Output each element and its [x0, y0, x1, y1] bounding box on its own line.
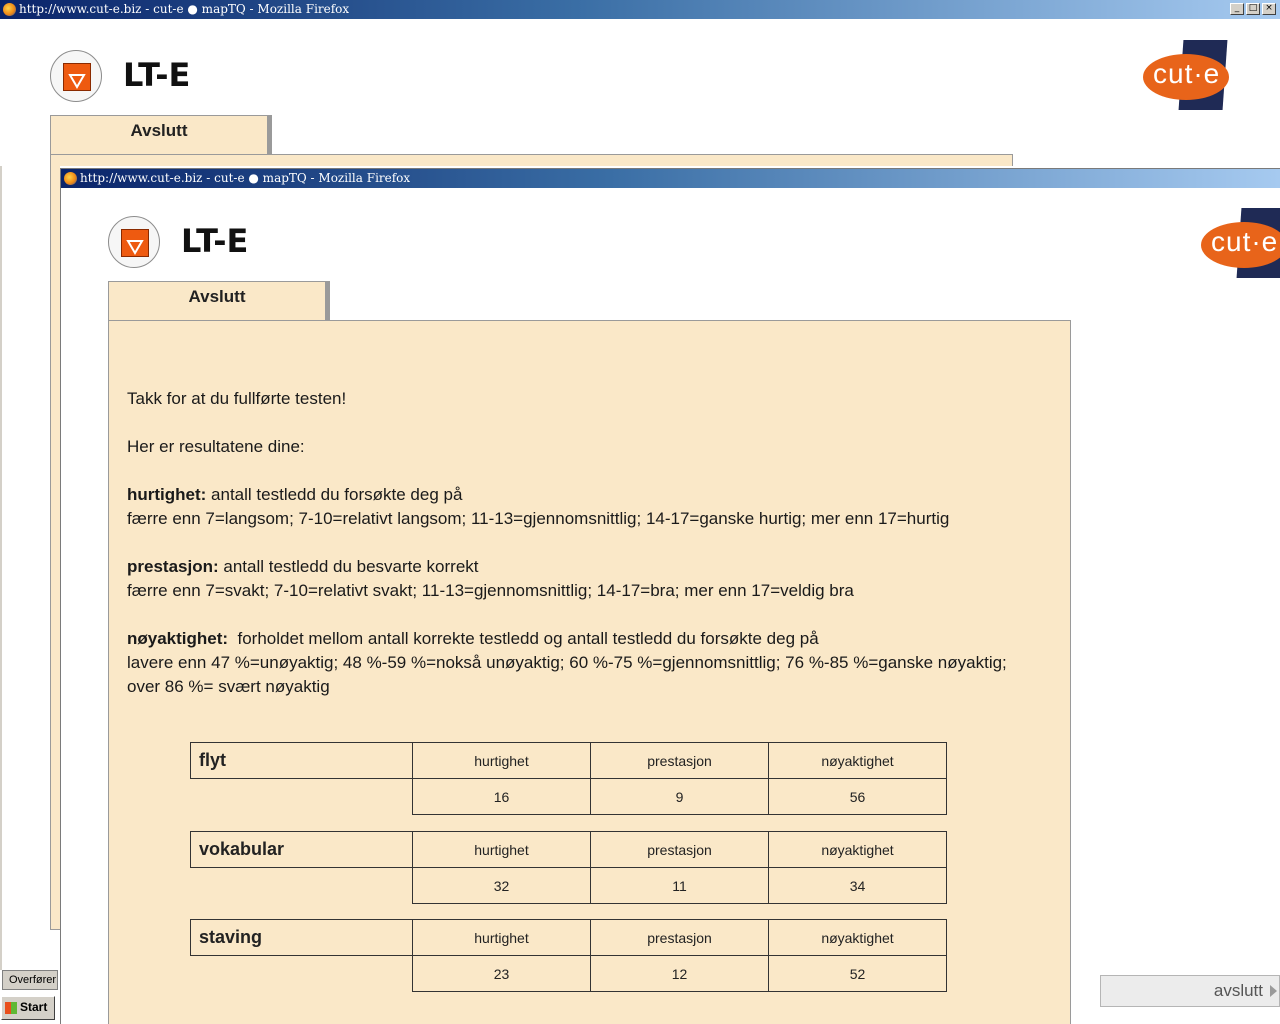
section-name: staving — [191, 920, 413, 956]
foreground-window — [60, 168, 1280, 1024]
definition-term: nøyaktighet: — [127, 629, 229, 648]
avslutt-button[interactable] — [1100, 975, 1280, 1007]
value-cell: 16 — [413, 779, 591, 815]
definition-scale: færre enn 7=langsom; 7-10=relativt langsom; 11-13=gjennomsnittlig; 14-17=ganske hurtig; mer enn 17=hurtig — [127, 509, 950, 528]
section-name: flyt — [191, 743, 413, 779]
definition-noyaktighet — [127, 627, 1027, 699]
app-title: LT-E — [181, 222, 249, 260]
avslutt-label: avslutt — [1213, 981, 1263, 1000]
background-window-titlebar[interactable] — [0, 0, 1280, 19]
results-table-flyt — [190, 742, 947, 815]
tab-avslutt-background[interactable]: Avslutt — [50, 115, 272, 155]
results-heading: Her er resultatene dine: — [127, 437, 305, 456]
column-header: prestasjon — [591, 743, 769, 779]
app-title: LT-E — [123, 56, 191, 94]
arrow-right-icon — [1270, 985, 1277, 997]
background-panel — [50, 154, 1013, 166]
value-cell: 12 — [591, 956, 769, 992]
table-row — [191, 832, 947, 868]
column-header: prestasjon — [591, 920, 769, 956]
column-header: nøyaktighet — [769, 832, 947, 868]
column-header: hurtighet — [413, 832, 591, 868]
column-header: nøyaktighet — [769, 920, 947, 956]
results-panel — [108, 320, 1071, 1024]
column-header: prestasjon — [591, 832, 769, 868]
value-cell: 34 — [769, 868, 947, 904]
column-header: hurtighet — [413, 920, 591, 956]
app-logo-icon — [50, 50, 102, 102]
definition-scale: lavere enn 47 %=unøyaktig; 48 %-59 %=nokså unøyaktig; 60 %-75 %=gjennomsnittlig; 76 %-85 %=ganske nøyaktig; over 86 %= svært nøyaktig — [127, 653, 1007, 696]
firefox-icon — [3, 3, 16, 16]
background-window — [0, 0, 1280, 166]
definition-description: antall testledd du besvarte korrekt — [218, 557, 479, 576]
taskbar-item[interactable]: Overfører — [2, 970, 58, 990]
column-header: hurtighet — [413, 743, 591, 779]
value-cell: 56 — [769, 779, 947, 815]
foreground-window-titlebar[interactable] — [61, 169, 1280, 188]
background-window-title: http://www.cut-e.biz - cut-e ● mapTQ - Mozilla Firefox — [19, 2, 350, 16]
table-row — [191, 956, 947, 992]
definition-description: antall testledd du forsøkte deg på — [206, 485, 463, 504]
windows-flag-icon — [5, 1002, 17, 1014]
maximize-button[interactable]: □ — [1246, 3, 1260, 15]
thanks-message: Takk for at du fullførte testen! — [127, 389, 347, 408]
table-row — [191, 779, 947, 815]
value-cell: 52 — [769, 956, 947, 992]
results-text — [127, 387, 1027, 723]
background-window-left-edge — [0, 166, 2, 970]
table-row — [191, 868, 947, 904]
value-cell: 32 — [413, 868, 591, 904]
value-cell: 23 — [413, 956, 591, 992]
value-cell: 9 — [591, 779, 769, 815]
app-logo-icon — [108, 216, 160, 268]
definition-description: forholdet mellom antall korrekte testledd og antall testledd du forsøkte deg på — [228, 629, 819, 648]
minimize-button[interactable]: _ — [1230, 3, 1244, 15]
results-table-staving — [190, 919, 947, 992]
results-table-vokabular — [190, 831, 947, 904]
definition-scale: færre enn 7=svakt; 7-10=relativt svakt; 11-13=gjennomsnittlig; 14-17=bra; mer enn 17=veldig bra — [127, 581, 854, 600]
value-cell: 11 — [591, 868, 769, 904]
table-row — [191, 920, 947, 956]
definition-prestasjon — [127, 555, 1027, 603]
definition-hurtighet — [127, 483, 1027, 531]
background-panel-edge — [50, 166, 60, 930]
section-name: vokabular — [191, 832, 413, 868]
window-controls — [1230, 3, 1276, 15]
cut-e-logo: cut·e — [1201, 208, 1280, 280]
definition-term: hurtighet: — [127, 485, 207, 504]
foreground-window-title: http://www.cut-e.biz - cut-e ● mapTQ - Mozilla Firefox — [80, 171, 411, 185]
cut-e-logo: cut·e — [1143, 40, 1233, 112]
start-button[interactable] — [1, 996, 55, 1020]
start-label: Start — [20, 1000, 48, 1014]
tab-avslutt[interactable]: Avslutt — [108, 281, 330, 321]
definition-term: prestasjon: — [127, 557, 219, 576]
table-row — [191, 743, 947, 779]
column-header: nøyaktighet — [769, 743, 947, 779]
close-button[interactable]: × — [1262, 3, 1276, 15]
firefox-icon — [64, 172, 77, 185]
